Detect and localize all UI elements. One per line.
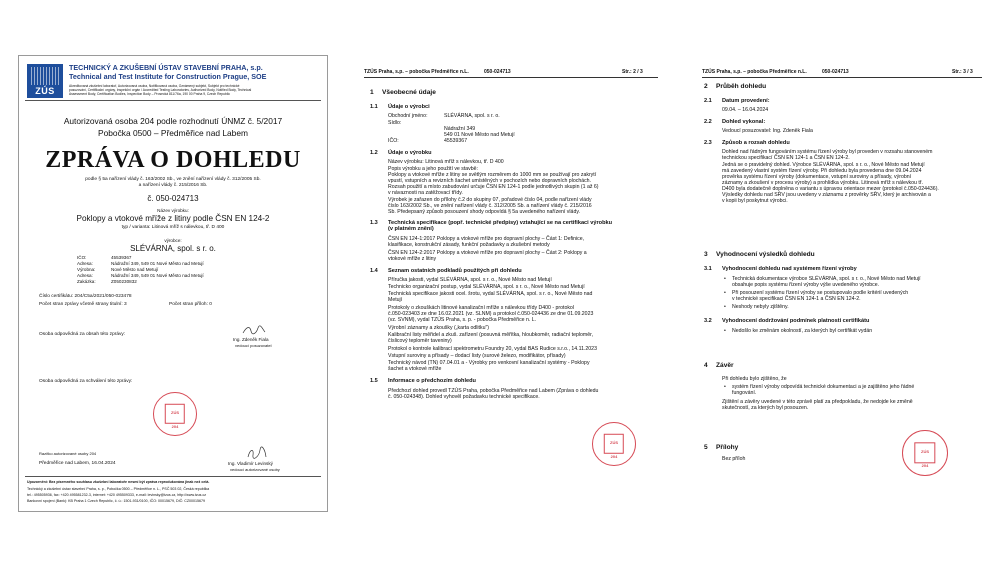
- field-value: Z050230832: [111, 279, 137, 284]
- approver-label: Osoba odpovědná za schválení této zprávy:: [39, 379, 133, 384]
- running-header-page: Str.: 3 / 3: [952, 69, 973, 75]
- regulation-line: a nařízení vlády č. 215/2016 Sb.: [138, 183, 208, 188]
- field-value: 45539367: [111, 255, 132, 260]
- text-line: skutečností, za kterých byl posouzen.: [722, 405, 809, 411]
- stamp-text: ZÚS: [610, 440, 618, 445]
- logo-text: ZÚS: [35, 86, 55, 96]
- accreditation-line: posuzování, Certifikační orgány, Inspekční orgán / Accredited Testing Laboratories, Authorized Body, Notified Body, Technical: [69, 88, 252, 92]
- text-line: Technický návod (TN) 07.04.01 a - Výrobky pro venkovní kanalizační systémy - Poklopy: [388, 360, 590, 366]
- org-name-cz: TECHNICKÝ A ZKUŠEBNÍ ÚSTAV STAVEBNÍ PRAHA, s.p.: [69, 63, 263, 72]
- page-three: [694, 62, 984, 502]
- accreditation-line: Assessment Body, Certification Bodies, Inspection Body – Prosecká 811/76a, 190 00 Praha 9, Czech Republic: [69, 92, 230, 96]
- bullet-icon: •: [724, 290, 726, 296]
- bullet-icon: •: [724, 276, 726, 282]
- signature-fiala: [241, 324, 267, 336]
- text-line: ČSN EN 124-2:2017 Poklopy a vtokové mříže pro dopravní plochy – Část 2: Poklopy a: [388, 250, 587, 256]
- field-value: 549 01 Nové Město nad Metují: [444, 132, 515, 138]
- field-value: Nádražní 349: [444, 126, 476, 132]
- field-value: Nové Město nad Metují: [111, 267, 159, 272]
- text-line: Rozsah použití a místo zabudování určuje ČSN EN 124-1 podle jednotlivých skupin (1 až 6): [388, 184, 599, 190]
- section-title: Vyhodnocení výsledků dohledu: [716, 251, 815, 258]
- text-line: Dohled nad řádným fungováním systému řízení výroby byl proveden v rozsahu stanoveném: [722, 149, 933, 155]
- section-number: 1: [370, 89, 374, 96]
- field-label: Sídlo:: [388, 120, 402, 126]
- bullet-icon: •: [724, 384, 726, 390]
- section-number: 5: [704, 444, 708, 451]
- field-value: SLÉVÁRNA, spol. s r. o.: [444, 113, 500, 119]
- subsection-title: Údaje o výrobku: [388, 150, 432, 156]
- subsection-number: 2.3: [704, 140, 712, 146]
- official-stamp: [592, 422, 636, 466]
- text-line: Při dohledu bylo zjištěno, že: [722, 376, 787, 382]
- text-line: 09.04. – 16.04.2024: [722, 107, 769, 113]
- text-line: Kalibrační listy měřidel a zkuš. zařízení (posuvná měřítka, hloubkoměr, radiační teploměr,: [388, 332, 593, 338]
- text-line: Metují: [388, 297, 403, 303]
- text-line: Protokoly o zkouškách litinové kanalizační mříže s nálevkou třídy D400 - protokol: [388, 305, 574, 311]
- pages-attachments: Počet stran příloh: 0: [169, 302, 212, 307]
- section-title: Všeobecné údaje: [382, 89, 436, 96]
- authorized-person: Autorizovaná osoba 204 podle rozhodnutí ÚNMZ č. 5/2017: [63, 116, 283, 126]
- certificate-number: Číslo certifikátu: 204/C5a/2021/050-023478: [39, 294, 132, 299]
- field-label: IČO:: [77, 255, 87, 260]
- section-number: 4: [704, 362, 708, 369]
- official-stamp: [153, 392, 197, 436]
- stamp-code: 204: [610, 454, 618, 459]
- text-line: v návaznosti na zatěžovací třídy.: [388, 190, 463, 196]
- text-line: Technická specifikace jakosti ocel. šrotu, vydal SLÉVÁRNA, spol. s r. o., Nové Město nad: [388, 291, 593, 297]
- field-label: Výrobna:: [77, 267, 96, 272]
- footer-divider: [25, 476, 321, 477]
- subsection-number: 1.1: [370, 104, 378, 110]
- bullet-text: systém řízení výroby odpovídá technické dokumentaci a je zajištěno jeho řádné: [732, 384, 915, 390]
- accreditation-line: Akreditovaná zkušební laboratoř, Autorizovaná osoba, Notifikovaná osoba, Oznámený subjekt, Subjekt pro technické: [69, 84, 240, 88]
- subsection-title: Způsob a rozsah dohledu: [722, 140, 790, 146]
- section-number: 2: [704, 83, 708, 90]
- title-page: [18, 55, 328, 512]
- text-line: Vedoucí posuzovatel: Ing. Zdeněk Fiala: [722, 128, 813, 134]
- running-header-left: TZÚS Praha, s.p. – pobočka Předměřice n.L.: [702, 69, 807, 75]
- header-divider: [25, 100, 321, 101]
- text-line: č. 050-024348). Dohled vyhověl požadavku technické specifikace.: [388, 394, 540, 400]
- footer-line: Bankovní spojení (Bank): KB Praha 1 Czech Republic, č. ú.: 1501-931/0100, IČO: 00015679, DIČ: CZ00015679: [27, 499, 205, 503]
- field-label: Adresa:: [77, 261, 93, 266]
- subsection-number: 3.1: [704, 266, 712, 272]
- text-line: Vstupní suroviny a přísady – dodací listy (surové železo, modifikátor, přísady): [388, 353, 566, 359]
- running-header-left: TZÚS Praha, s.p. – pobočka Předměřice n.L.: [364, 69, 469, 75]
- subsection-title: Datum provedení:: [722, 98, 770, 104]
- subsection-number: 1.5: [370, 378, 378, 384]
- text-line: má zavedený vlastní systém řízení výroby. Při dohledu byla provedena dne 09.04.2024: [722, 168, 922, 174]
- text-line: D400 byla dodatečně doplněna o variantu s úpravou orientace mezer (protokol č.050-024436).: [722, 186, 939, 192]
- branch-name: Pobočka 0500 – Předměřice nad Labem: [98, 128, 248, 138]
- text-line: č.050-023403 ze dne 16.02.2021 (vz. SLNM) a protokol č.050-024436 ze dne 01.09.2023: [388, 311, 594, 317]
- approver-role: vedoucí autorizované osoby: [230, 467, 280, 472]
- text-line: Popis výrobku a jeho použití ve stavbě:: [388, 166, 478, 172]
- bullet-text: fungování.: [732, 390, 757, 396]
- manufacturer-name: SLÉVÁRNA, spol. s r. o.: [130, 244, 216, 253]
- section-title: Závěr: [716, 362, 734, 369]
- bullet-text: v technické specifikaci ČSN EN 124-1 a ČSN EN 124-2.: [732, 296, 861, 302]
- bullet-text: Neshody nebyly zjištěny.: [732, 304, 789, 310]
- field-value: Nádražní 349, 549 01 Nové Město nad Metují: [111, 273, 204, 278]
- subsection-title: Vyhodnocení dohledu nad systémem řízení výroby: [722, 266, 857, 272]
- text-line: Zjištění a závěry uvedené v této zprávě platí za předpokladu, že nedojde ke změně: [722, 399, 913, 405]
- product-label: Název výrobku:: [157, 208, 189, 213]
- bullet-text: Nedošlo ke změnám okolností, za kterých byl certifikát vydán: [732, 328, 873, 334]
- stamp-caption: Razítko autorizované osoby 204: [39, 451, 97, 456]
- field-value: 45539367: [444, 138, 468, 144]
- text-line: vpustí, vstupních a revizních šachet umístěných v pochozích nebo dopravních plochách.: [388, 178, 592, 184]
- section-number: 3: [704, 251, 708, 258]
- subsection-title: Seznam ostatních podkladů použitých při dohledu: [388, 268, 522, 274]
- text-line: šachet a vtokové mříže: [388, 366, 442, 372]
- bullet-text: Při posouzení systému řízení výroby se postupovalo podle kritérií uvedených: [732, 290, 909, 296]
- report-number: č. 050-024713: [147, 194, 199, 203]
- bullet-text: obsahuje popis systému řízení výroby výše uvedeného výrobce.: [732, 282, 880, 288]
- field-label: IČO:: [388, 138, 399, 144]
- text-line: Výrobek je zařazen do přílohy č.2 do skupiny 07, pořadové číslo 04, podle nařízení vlády: [388, 197, 592, 203]
- subsection-number: 2.2: [704, 119, 712, 125]
- text-line: Výrobní záznamy a zkoušky („karta odlitku"): [388, 325, 490, 331]
- text-line: (vz. SVNM), vydal TZÚS Praha, s. p. - pobočka Předměřice n. L.: [388, 317, 537, 323]
- stamp-code: 204: [921, 463, 929, 468]
- footer-line: tel.: 495505936, fax: +420 495581232-3, internet: +420 495509333, e-mail: levinsky@tzus.cz, http://www.tzus.cz: [27, 493, 207, 497]
- product-line: Název výrobku: Litinová mříž s nálevkou, tř. D 400: [388, 159, 504, 165]
- subsection-number: 2.1: [704, 98, 712, 104]
- bullet-icon: •: [724, 328, 726, 334]
- stamp-code: 204: [171, 424, 179, 429]
- org-name-en: Technical and Test Institute for Construction Prague, SOE: [69, 72, 267, 81]
- subsection-title: Vyhodnocení dodržování podmínek platnosti certifikátu: [722, 318, 870, 324]
- subsection-title: Informace o předchozím dohledu: [388, 378, 476, 384]
- official-stamp: [902, 430, 948, 476]
- text-line: vtokové mříže z litiny: [388, 256, 437, 262]
- subsection-number: 1.4: [370, 268, 378, 274]
- text-line: Sb. Předepsaný způsob posouzení shody odpovídá § 5a uvedeného nařízení vlády.: [388, 209, 580, 215]
- text-line: Příručka jakosti, vydal SLÉVÁRNA, spol. s r. o., Nové Město nad Metují: [388, 277, 552, 283]
- running-header-page: Str.: 2 / 3: [622, 69, 643, 75]
- tzus-logo: [27, 64, 63, 98]
- subsection-title: Údaje o výrobci: [388, 104, 430, 110]
- manufacturer-label: výrobce:: [164, 238, 182, 243]
- field-label: Adresa:: [77, 273, 93, 278]
- responsible-label: Osoba odpovědná za obsah této zprávy:: [39, 332, 126, 337]
- logo-grid: [31, 67, 59, 85]
- text-line: ČSN EN 124-1:2017 Poklopy a vtokové mříže pro dopravní plochy – Část 1: Definice,: [388, 236, 585, 242]
- bullet-icon: •: [724, 304, 726, 310]
- text-line: číslicový teploměr taveniny): [388, 338, 452, 344]
- field-value: Nádražní 349, 549 01 Nové Město nad Metují: [111, 261, 204, 266]
- regulation-line: podle § 5a nařízení vlády č. 163/2002 Sb., ve znění nařízení vlády č. 312/2005 Sb.: [85, 177, 261, 182]
- field-label: Zakázka:: [77, 279, 96, 284]
- subsection-number: 3.2: [704, 318, 712, 324]
- page-two: [360, 62, 662, 502]
- footer-line: Technický a zkušební ústav stavební Praha, s. p., Pobočka 0500 – Předměřice n. L., PSČ 503 02, Česká republika: [27, 487, 210, 491]
- text-line: Jedná se o pravidelný dohled. Výrobce SLÉVÁRNA, spol. s r. o., Nové Město nad Metují: [722, 162, 925, 168]
- text-line: Protokol o kontrole kalibrací spektrometru Foundry 20, vydal BAS Rudice s.r.o., 14.11.2023: [388, 346, 597, 352]
- subsection-title: Dohled vykonal:: [722, 119, 766, 125]
- section-title: Průběh dohledu: [716, 83, 767, 90]
- text-line: Bez příloh: [722, 456, 746, 462]
- text-line: v kopii byl poskytnut výrobci.: [722, 198, 788, 204]
- running-header-number: 050-024713: [822, 69, 849, 75]
- subsection-number: 1.3: [370, 220, 378, 226]
- text-line: Výsledky dohledu nad SŘV jsou uvedeny v záznamu z prověrky SŘV, který je archivován a: [722, 192, 931, 198]
- product-name: Poklopy a vtokové mříže z litiny podle ČSN EN 124-2: [76, 214, 270, 223]
- place-date: Předměřice nad Labem, 16.04.2024: [39, 461, 116, 466]
- text-line: Poklopy a vtokové mříže z litiny se světlým rozměrem do 1000 mm se používají pro zakrytí: [388, 172, 597, 178]
- subsection-number: 1.2: [370, 150, 378, 156]
- text-line: technickou specifikací ČSN EN 124-1 a ČSN EN 124-2.: [722, 155, 850, 161]
- stamp-text: ZÚS: [171, 410, 179, 415]
- header-rule: [702, 77, 982, 78]
- footer-line: Upozornění: Bez písemného souhlasu zkušební laboratoře nesmí být zpráva reprodukována jinak než celá.: [27, 480, 210, 484]
- stamp-text: ZÚS: [921, 449, 929, 454]
- report-title: ZPRÁVA O DOHLEDU: [45, 147, 301, 173]
- responsible-name: Ing. Zdeněk Fiala: [233, 337, 269, 342]
- signature-levinsky: [245, 445, 269, 461]
- text-line: záznamy a zkoušení v procesu výroby) a prohlídka výrobku. Litinová mříž s nálevkou tř.: [722, 180, 923, 186]
- header-rule: [364, 77, 658, 78]
- text-line: Technicko organizační postup, vydal SLÉVÁRNA, spol. s r. o., Nové Město nad Metují: [388, 284, 585, 290]
- bullet-text: Technická dokumentace výrobce SLÉVÁRNA, spol. s r. o., Nové Město nad Metují: [732, 276, 921, 282]
- text-line: Předchozí dohled provedl TZÚS Praha, pobočka Předměřice nad Labem (Zpráva o dohledu: [388, 388, 599, 394]
- text-line: prověrka systému řízení výroby (dokumentace, vstupní suroviny a přísady, výrobní: [722, 174, 912, 180]
- pages-total: Počet stran zprávy včetně strany titulní: 3: [39, 302, 127, 307]
- subsection-title: (v platném znění): [388, 226, 434, 232]
- section-title: Přílohy: [716, 444, 739, 451]
- subsection-title: Technická specifikace (popř. technické předpisy) vztahující se na certifikaci výrobku: [388, 220, 613, 226]
- product-type: typ / varianta: Litinová mříž s nálevkou, tř. D 400: [121, 225, 225, 230]
- text-line: klasifikace, konstrukční zásady, funkční požadavky a zkušební metody: [388, 242, 550, 248]
- approver-name: Ing. Vladimír Levinský: [228, 461, 273, 466]
- text-line: číslo 163/2002 Sb., ve znění nařízení vlády č. 312/2005 Sb. a nařízení vlády č. 215/2016: [388, 203, 592, 209]
- running-header-number: 050-024713: [484, 69, 511, 75]
- responsible-role: vedoucí posuzovatel: [235, 343, 272, 348]
- field-label: Obchodní jméno:: [388, 113, 428, 119]
